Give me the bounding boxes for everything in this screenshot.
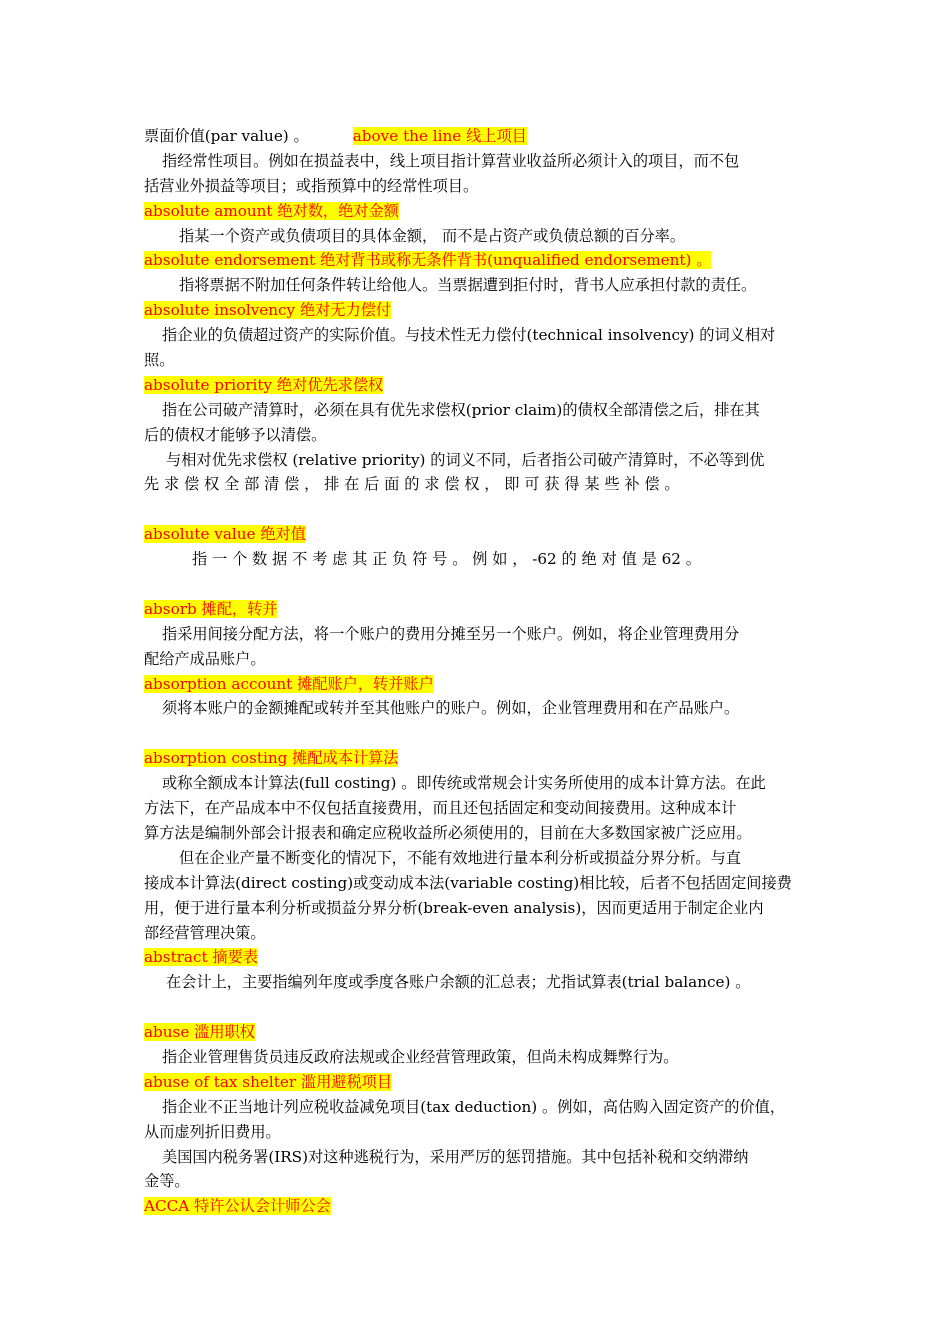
text-line: 后的债权才能够予以清偿。 xyxy=(144,425,327,444)
term-heading: absorption costing 摊配成本计算法 xyxy=(144,749,399,768)
term-heading: absorb 摊配，转并 xyxy=(144,599,278,618)
text-line: 但在企业产量不断变化的情况下，不能有效地进行量本利分析或损益分界分析。与直 xyxy=(179,848,741,867)
term-heading: abstract 摘要表 xyxy=(144,948,258,967)
text-line: 方法下，在产品成本中不仅包括直接费用，而且还包括固定和变动间接费用。这种成本计 xyxy=(144,799,737,818)
text-line: 用，便于进行量本利分析或损益分界分析(break-even analysis)，因而更适用于制定企业内 xyxy=(144,898,764,917)
text-line: 须将本账户的金额摊配或转并至其他账户的账户。例如，企业管理费用和在产品账户。 xyxy=(162,699,740,718)
text-line: 指企业的负债超过资产的实际价值。与技术性无力偿付(technical insolvency) 的词义相对 xyxy=(162,326,776,345)
term-heading: absorption account 摊配账户，转并账户 xyxy=(144,674,434,693)
text-line: 照。 xyxy=(144,351,175,370)
text-line: 配给产成品账户。 xyxy=(144,649,266,668)
text-line: 指企业管理售货员违反政府法规或企业经营管理政策，但尚未构成舞弊行为。 xyxy=(162,1047,679,1066)
term-heading: absolute amount 绝对数，绝对金额 xyxy=(144,201,399,220)
text-line: 与相对优先求偿权 (relative priority) 的词义不同，后者指公司破产清算时，不必等到优 xyxy=(166,450,765,469)
text-line: 指某一个资产或负债项目的具体金额， 而不是占资产或负债总额的百分率。 xyxy=(179,226,686,245)
text-line: 指经常性项目。例如在损益表中，线上项目指计算营业收益所必须计入的项目，而不包 xyxy=(162,151,740,170)
term-heading: above the line 线上项目 xyxy=(352,127,527,145)
text-line: 部经营管理决策。 xyxy=(144,923,266,942)
document-page xyxy=(144,124,810,1219)
text-line: 指企业不正当地计列应税收益减免项目(tax deduction) 。例如，高估购入固定资产的价值， xyxy=(162,1097,786,1116)
text-line: 指在公司破产清算时，必须在具有优先求偿权(prior claim)的债权全部清偿之后，排在其 xyxy=(162,400,760,419)
text-line: 算方法是编制外部会计报表和确定应税收益所必须使用的，目前在大多数国家被广泛应用。 xyxy=(144,823,752,842)
term-heading: absolute value 绝对值 xyxy=(144,525,306,544)
text-line: 指采用间接分配方法，将一个账户的费用分摊至另一个账户。例如，将企业管理费用分 xyxy=(162,624,740,643)
text-line: 从而虚列折旧费用。 xyxy=(144,1122,281,1141)
text-line: 指 一 个 数 据 不 考 虑 其 正 负 符 号 。 例 如 ， -62 的 绝 对 值 是 62 。 xyxy=(192,550,701,569)
text-line xyxy=(144,124,810,149)
text-line: 金等。 xyxy=(144,1172,190,1191)
term-heading: absolute insolvency 绝对无力偿付 xyxy=(144,301,392,320)
term-heading: absolute priority 绝对优先求偿权 xyxy=(144,375,384,394)
term-heading: ACCA 特许公认会计师公会 xyxy=(144,1197,331,1216)
text-line: 指将票据不附加任何条件转让给他人。当票据遭到拒付时，背书人应承担付款的责任。 xyxy=(179,276,757,295)
text-line: 或称全额成本计算法(full costing) 。即传统或常规会计实务所使用的成本计算方法。在此 xyxy=(162,774,766,793)
text-fragment: 票面价值(par value) 。 xyxy=(144,127,309,145)
term-heading: abuse 滥用职权 xyxy=(144,1023,255,1042)
term-heading: abuse of tax shelter 滥用避税项目 xyxy=(144,1072,393,1091)
text-line: 括营业外损益等项目；或指预算中的经常性项目。 xyxy=(144,176,479,195)
term-heading: absolute endorsement 绝对背书或称无条件背书(unqualified endorsement) 。 xyxy=(144,251,712,270)
text-line: 在会计上，主要指编列年度或季度各账户余额的汇总表；尤指试算表(trial balance) 。 xyxy=(166,973,751,992)
text-line: 美国国内税务署(IRS)对这种逃税行为，采用严厉的惩罚措施。其中包括补税和交纳滞纳 xyxy=(162,1147,749,1166)
text-line: 先 求 偿 权 全 部 清 偿 ， 排 在 后 面 的 求 偿 权 ， 即 可 获 得 某 些 补 偿 。 xyxy=(144,475,680,494)
text-line: 接成本计算法(direct costing)或变动成本法(variable costing)相比较，后者不包括固定间接费 xyxy=(144,873,792,892)
